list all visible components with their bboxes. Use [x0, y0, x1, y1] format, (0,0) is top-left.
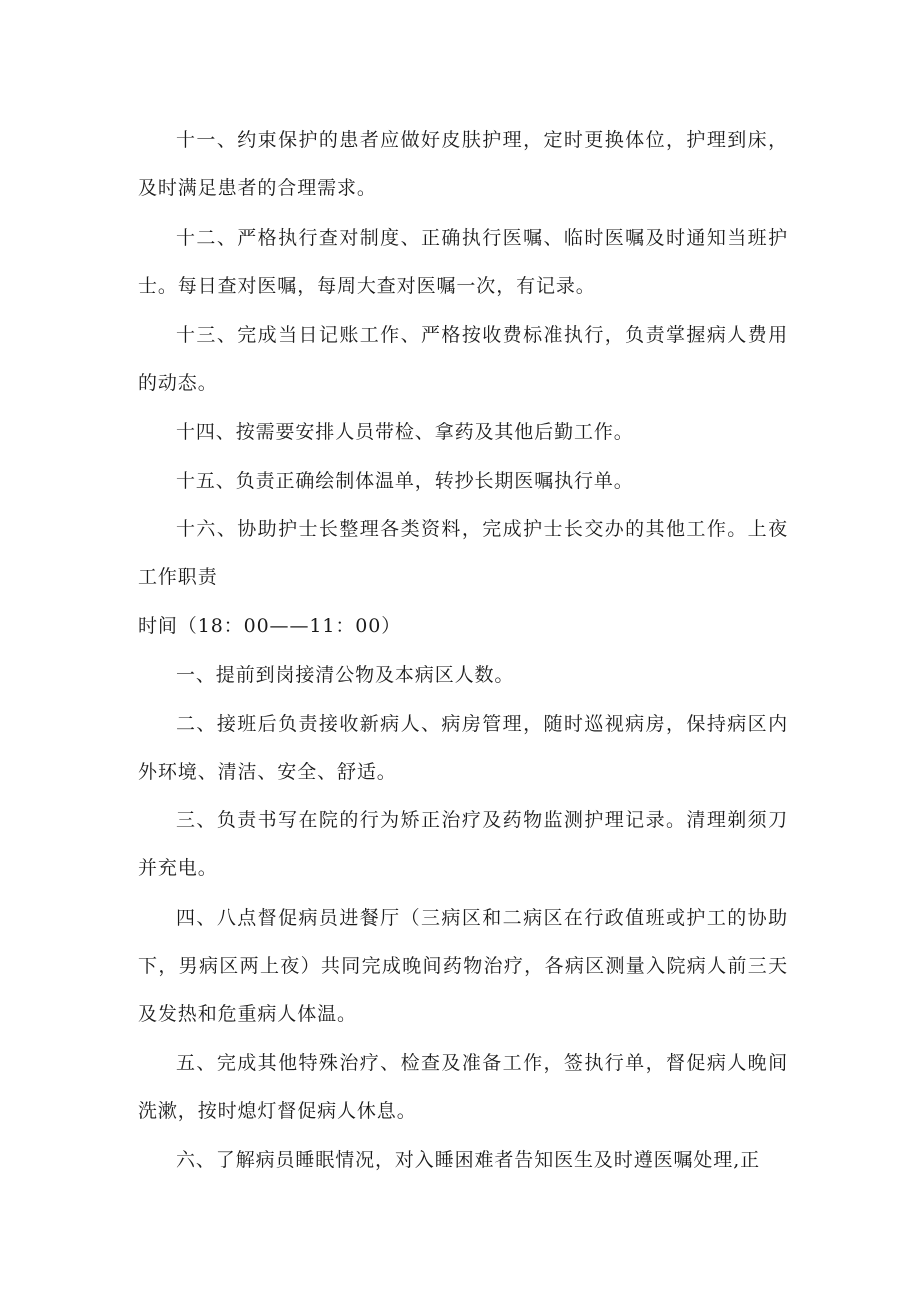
paragraph-item-1: 一、提前到岗接清公物及本病区人数。 [176, 664, 515, 686]
paragraph-item-4: 四、八点督促病员进餐厅（三病区和二病区在行政值班或护工的协助下，男病区两上夜）共同完成晚间药物治疗，各病区测量入院病人前三天及发热和危重病人体温。 [138, 907, 788, 1025]
paragraph-item-12: 十二、严格执行查对制度、正确执行医嘱、临时医嘱及时通知当班护士。每日查对医嘱，每周大查对医嘱一次，有记录。 [138, 227, 788, 297]
paragraph-item-15: 十五、负责正确绘制体温单，转抄长期医嘱执行单。 [176, 470, 634, 492]
paragraph-item-2: 二、接班后负责接收新病人、病房管理，随时巡视病房，保持病区内外环境、清洁、安全、舒适。 [138, 713, 788, 783]
paragraph-item-14: 十四、按需要安排人员带检、拿药及其他后勤工作。 [176, 421, 634, 443]
paragraph-item-11: 十一、约束保护的患者应做好皮肤护理，定时更换体位，护理到床，及时满足患者的合理需求。 [138, 129, 788, 199]
paragraph-item-6: 六、了解病员睡眠情况，对入睡困难者告知医生及时遵医嘱处理,正 [176, 1149, 761, 1171]
paragraph-item-5: 五、完成其他特殊治疗、检查及准备工作，签执行单，督促病人晚间洗漱，按时熄灯督促病人休息。 [138, 1052, 788, 1122]
paragraph-item-3: 三、负责书写在院的行为矫正治疗及药物监测护理记录。清理剃须刀并充电。 [138, 809, 788, 879]
paragraph-item-13: 十三、完成当日记账工作、严格按收费标准执行，负责掌握病人费用的动态。 [138, 324, 788, 394]
shift-time-line: 时间（18：00——11：00） [138, 615, 402, 637]
paragraph-item-16: 十六、协助护士长整理各类资料，完成护士长交办的其他工作。上夜工作职责 [138, 518, 788, 588]
